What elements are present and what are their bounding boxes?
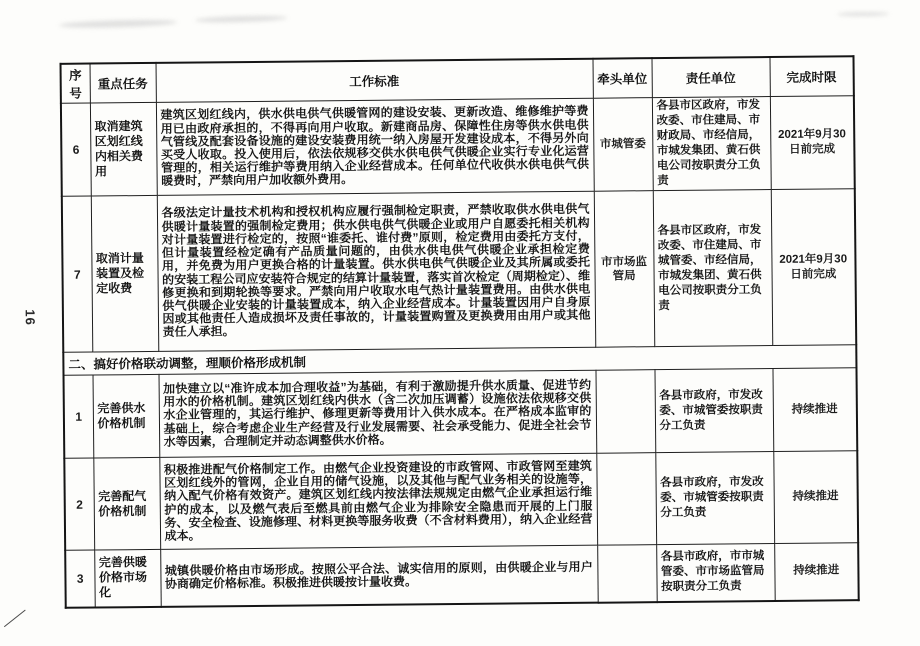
standard-cell: 加快建立以“准许成本加合理收益”为基础，有利于激励提升供水质量、促进节约用水的价格机制。建筑区划红线内供水（含二次加压调蓄）设施依法依规移交供水企业管理的，其运行维护、修理更新等费用计入供水成本。在严格成本监审的基础上，综合考虑企业生产经营及行业发展需要、社会承受能力、促进全社会节水等因素，合理制定并动态调整供水价格。 — [159, 370, 597, 457]
task-table — [60, 55, 860, 608]
scan-smudge-artifact — [59, 19, 177, 29]
deadline-cell: 持续推进 — [772, 368, 857, 452]
scan-smudge-artifact — [195, 15, 287, 23]
table-row — [62, 189, 856, 353]
deadline-cell: 2021年9月30日前完成 — [771, 189, 856, 346]
column-header-2: 工作标准 — [156, 59, 593, 103]
standard-cell: 城镇供暖价格由市场形成。按照公平合法、诚实信用的原则，由供暖企业与用户协商确定价格标准。积极推进供暖按计量收费。 — [160, 545, 598, 606]
column-header-5: 完成时限 — [769, 56, 853, 96]
table-row — [65, 543, 859, 608]
responsible-unit-cell: 各县市区政府，市发改委、市住建局、市城管委、市经信局，市城发集团、黄石供电公司按职责分工负责 — [653, 190, 772, 347]
responsible-unit-cell: 各县市政府，市发改委、市城管委按职责分工负责 — [654, 369, 773, 453]
lead-unit-cell — [596, 453, 656, 546]
deadline-cell: 持续推进 — [774, 543, 859, 601]
task-cell: 取消建筑区划红线内相关费用 — [90, 102, 157, 196]
column-header-0: 序号 — [61, 64, 90, 104]
row-number-cell: 1 — [64, 375, 94, 458]
scan-corner-mark — [4, 610, 26, 628]
row-number-cell: 7 — [62, 196, 92, 352]
row-number-cell: 6 — [61, 103, 91, 196]
responsible-unit-cell: 各县市政府，市发改委、市城管委按职责分工负责 — [655, 451, 774, 544]
column-header-1: 重点任务 — [90, 63, 156, 103]
table-row — [64, 368, 858, 459]
column-header-4: 责任单位 — [651, 57, 769, 98]
row-number-cell: 3 — [65, 550, 95, 607]
task-cell: 完善供暖价格市场化 — [94, 549, 161, 607]
column-header-3: 牵头单位 — [592, 58, 651, 98]
task-cell: 取消计量装置及检定收费 — [91, 195, 158, 352]
standard-cell: 积极推进配气价格制定工作。由燃气企业投资建设的市政管网、市政管网至建筑区划红线外的管网，企业自用的储气设施，以及其他与配气业务相关的设施等，纳入配气价格有效资产。建筑区划红线内按法律法规规定由燃气企业承担运行维护的成本，以及燃气表后至燃具前由燃气企业为排除安全隐患而开展的上门服务、安全检查、设施修理、材料更换等服务收费（不含材料费用），纳入企业经营成本。 — [159, 453, 597, 549]
responsible-unit-cell: 各县市政府，市市城管委、市市场监管局按职责分工负责 — [656, 543, 775, 601]
page-number: 16 — [22, 309, 38, 326]
scan-smudge-artifact — [837, 12, 889, 16]
section-header-cell: 二、搞好价格联动调整，理顺价格形成机制 — [63, 345, 856, 376]
table-body — [61, 96, 859, 608]
task-cell: 完善供水价格机制 — [93, 374, 160, 458]
table-row — [61, 96, 855, 197]
responsible-unit-cell: 各县市区政府，市发改委、市住建局、市财政局、市经信局，市城发集团、黄石供电公司按职责分工负责 — [652, 97, 771, 191]
deadline-cell: 2021年9月30日前完成 — [770, 96, 855, 190]
table-row — [64, 451, 858, 551]
lead-unit-cell: 市市场监管局 — [594, 191, 654, 348]
task-cell: 完善配气价格机制 — [93, 457, 160, 550]
row-number-cell: 2 — [64, 458, 94, 550]
lead-unit-cell — [597, 545, 657, 603]
standard-cell: 建筑区划红线内，供水供电供气供暖管网的建设安装、更新改造、维修维护等费用已由政府承担的，不得再向用户收取。新建商品房、保障性住房等供水供电供气管线及配套设备设施的建设安装费用统一纳入房屋开发建设成本，不得另外向买受人收取。投入使用后，依法依规移交供水供电供气供暖企业实行专业化运营管理的，相关运行维护等费用纳入企业经营成本。任何单位代收供水供电供气供暖费时，严禁向用户加收额外费用。 — [156, 98, 594, 195]
lead-unit-cell — [595, 370, 655, 454]
standard-cell: 各级法定计量技术机构和授权机构应履行强制检定职责，严禁收取供水供电供气供暖计量装置的强制检定费用；供水供电供气供暖企业或用户自愿委托相关机构对计量装置进行检定的，按照“谁委托、谁付费”原则，检定费用由委托方支付，但计量装置经检定确有产品质量问题的，由供水供电供气供暖企业承担检定费用，并免费为用户更换合格的计量装置。供水供电供气供暖企业及其所属或委托的安装工程公司应安装符合规定的结算计量装置，落实首次检定（周期检定）、维修更换和到期轮换等要求。严禁向用户收取水电气热计量装置费用。由供水供电供气供暖企业安装的计量装置成本，纳入企业经营成本。计量装置因用户自身原因或其他责任人造成损坏及责任事故的，计量装置购置及更换费用由用户或其他责任人承担。 — [157, 191, 595, 351]
lead-unit-cell: 市城管委 — [593, 98, 653, 192]
deadline-cell: 持续推进 — [773, 451, 858, 544]
